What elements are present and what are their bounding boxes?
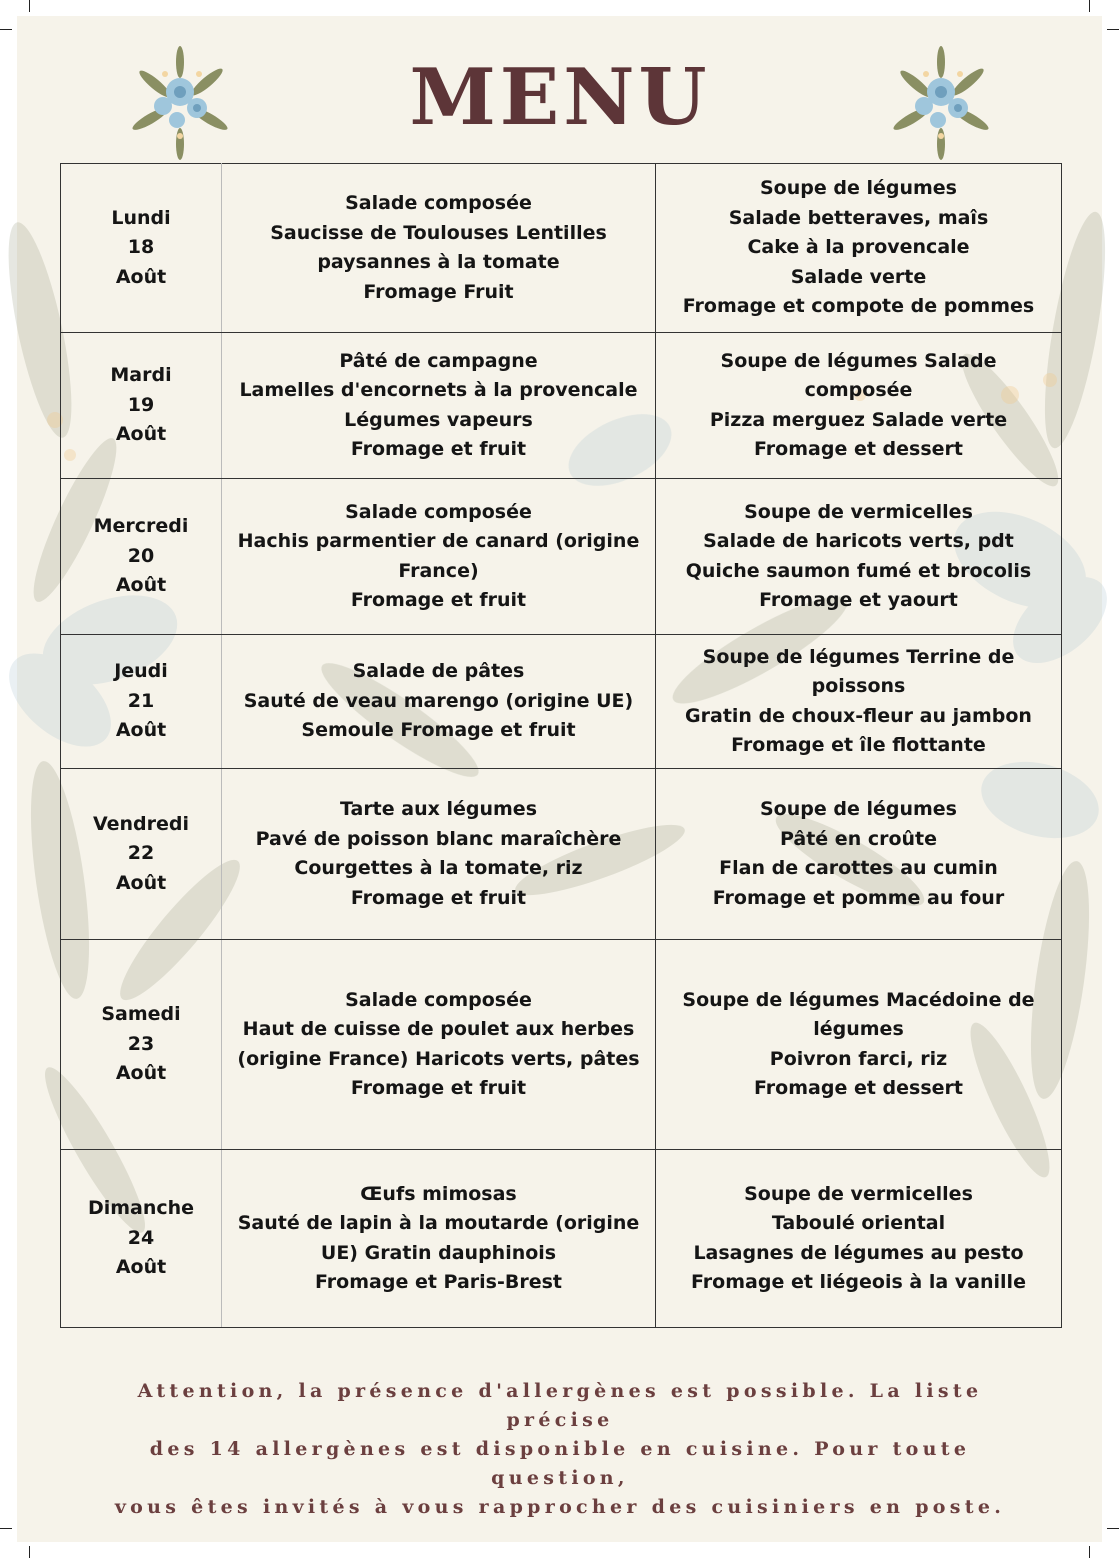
menu-item: Salade de haricots verts, pdt (703, 530, 1014, 552)
table-row (61, 940, 1062, 1150)
day-cell (61, 769, 222, 940)
day-date: 21 (127, 689, 155, 712)
menu-item: (origine France) Haricots verts, pâtes (237, 1047, 640, 1070)
day-month: Août (115, 1256, 167, 1279)
day-name: Jeudi (114, 660, 168, 683)
day-name: Mercredi (93, 515, 189, 538)
day-date: 20 (127, 544, 155, 567)
day-cell (61, 635, 222, 769)
menu-item: Fromage et fruit (350, 886, 527, 909)
day-cell (61, 479, 222, 635)
menu-item: Fromage et île flottante (731, 734, 986, 756)
menu-item: poissons (811, 675, 906, 697)
lunch-cell (222, 479, 656, 635)
allergen-notice-line: Attention, la présence d'allergènes est possible. La liste précise (137, 1380, 983, 1431)
menu-item: légumes (813, 1018, 904, 1040)
menu-item: Flan de carottes au cumin (719, 857, 998, 879)
menu-item: Salade composée (345, 192, 532, 214)
menu-item: Soupe de légumes Terrine de (702, 645, 1015, 668)
menu-item: Cake à la provencale (747, 236, 970, 259)
menu-table (60, 163, 1062, 1328)
lunch-cell (222, 164, 656, 333)
day-month: Août (115, 1062, 167, 1085)
menu-item: Fromage et Paris-Brest (315, 1271, 562, 1293)
menu-item: Quiche saumon fumé et brocolis (685, 559, 1032, 582)
menu-item: Tarte aux légumes (339, 798, 538, 820)
menu-item: Salade composée (345, 988, 532, 1011)
menu-item: Légumes vapeurs (344, 408, 533, 431)
day-month: Août (115, 871, 167, 894)
menu-item: Salade verte (790, 265, 927, 288)
menu-item: Fromage Fruit (363, 280, 514, 303)
menu-item: Hachis parmentier de canard (origine (237, 530, 640, 552)
day-cell (61, 333, 222, 479)
table-row (61, 164, 1062, 333)
day-name: Samedi (101, 1003, 181, 1026)
menu-item: Fromage et compote de pommes (682, 295, 1035, 318)
day-month: Août (115, 719, 167, 742)
dinner-cell (656, 635, 1062, 769)
menu-item: Salade betteraves, maîs (728, 206, 989, 229)
menu-item: Fromage et liégeois à la vanille (691, 1271, 1026, 1293)
menu-item: Salade composée (345, 500, 532, 523)
table-row (61, 635, 1062, 769)
day-name: Vendredi (92, 812, 190, 835)
dinner-cell (656, 1150, 1062, 1328)
menu-item: Soupe de vermicelles (744, 500, 973, 523)
menu-item: Pâté en croûte (779, 827, 938, 850)
menu-item: Sauté de veau marengo (origine UE) (243, 689, 634, 712)
dinner-cell (656, 769, 1062, 940)
menu-item: Pizza merguez Salade verte (709, 408, 1008, 431)
dinner-cell (656, 940, 1062, 1150)
day-month: Août (115, 265, 167, 288)
table-row (61, 769, 1062, 940)
day-date: 22 (127, 842, 155, 865)
menu-item: Fromage et pomme au four (712, 886, 1005, 909)
table-row (61, 479, 1062, 635)
day-date: 24 (127, 1226, 155, 1249)
day-cell (61, 940, 222, 1150)
day-name: Mardi (110, 364, 172, 387)
menu-item: Soupe de légumes (760, 798, 957, 820)
menu-item: Œufs mimosas (360, 1182, 517, 1205)
menu-item: Semoule Fromage et fruit (301, 719, 576, 742)
day-date: 23 (127, 1032, 155, 1055)
day-date: 18 (127, 236, 155, 259)
menu-item: Gratin de choux-fleur au jambon (685, 704, 1032, 727)
menu-item: Courgettes à la tomate, riz (294, 857, 583, 879)
menu-item: Soupe de légumes Macédoine de (682, 988, 1035, 1011)
dinner-cell (656, 333, 1062, 479)
flower-bouquet-icon (125, 44, 235, 162)
lunch-cell (222, 1150, 656, 1328)
table-row (61, 333, 1062, 479)
allergen-notice-line: des 14 allergènes est disponible en cuisine. Pour toute question, (149, 1438, 971, 1489)
day-month: Août (115, 423, 167, 446)
menu-item: Fromage et fruit (350, 589, 527, 611)
allergen-notice-line: vous êtes invités à vous rapprocher des cuisiniers en poste. (114, 1496, 1006, 1518)
flower-bouquet-icon (886, 44, 996, 162)
day-name: Dimanche (87, 1197, 195, 1220)
day-cell (61, 1150, 222, 1328)
menu-item: Taboulé oriental (771, 1212, 946, 1234)
lunch-cell (222, 769, 656, 940)
lunch-cell (222, 940, 656, 1150)
menu-item: Fromage et fruit (350, 438, 527, 460)
dinner-cell (656, 479, 1062, 635)
day-cell (61, 164, 222, 333)
dinner-cell (656, 164, 1062, 333)
day-month: Août (115, 574, 167, 597)
menu-item: Soupe de légumes (760, 177, 957, 200)
menu-item: Lamelles d'encornets à la provencale (239, 379, 638, 401)
menu-item: Poivron farci, riz (769, 1047, 948, 1070)
menu-item: Soupe de légumes Salade (720, 349, 997, 372)
menu-item: Soupe de vermicelles (744, 1182, 973, 1205)
lunch-cell (222, 635, 656, 769)
allergen-notice (80, 1377, 1040, 1522)
menu-item: Fromage et fruit (350, 1077, 527, 1099)
table-row (61, 1150, 1062, 1328)
lunch-cell (222, 333, 656, 479)
menu-item: paysannes à la tomate (317, 251, 560, 273)
menu-item: Haut de cuisse de poulet aux herbes (242, 1018, 635, 1040)
menu-item: France) (398, 559, 479, 582)
menu-item: Fromage et yaourt (759, 589, 958, 611)
menu-item: Fromage et dessert (754, 1077, 963, 1099)
menu-item: Lasagnes de légumes au pesto (693, 1241, 1024, 1264)
day-name: Lundi (111, 206, 171, 229)
menu-item: Fromage et dessert (754, 438, 963, 460)
menu-item: Pâté de campagne (339, 349, 538, 372)
menu-item: Sauté de lapin à la moutarde (origine (237, 1212, 640, 1234)
menu-item: Salade de pâtes (352, 660, 525, 683)
menu-item: UE) Gratin dauphinois (320, 1241, 557, 1264)
menu-item: Pavé de poisson blanc maraîchère (255, 827, 622, 850)
menu-item: Saucisse de Toulouses Lentilles (270, 221, 607, 244)
day-date: 19 (127, 393, 155, 416)
menu-item: composée (804, 379, 913, 401)
page-title: MENU (409, 52, 711, 143)
